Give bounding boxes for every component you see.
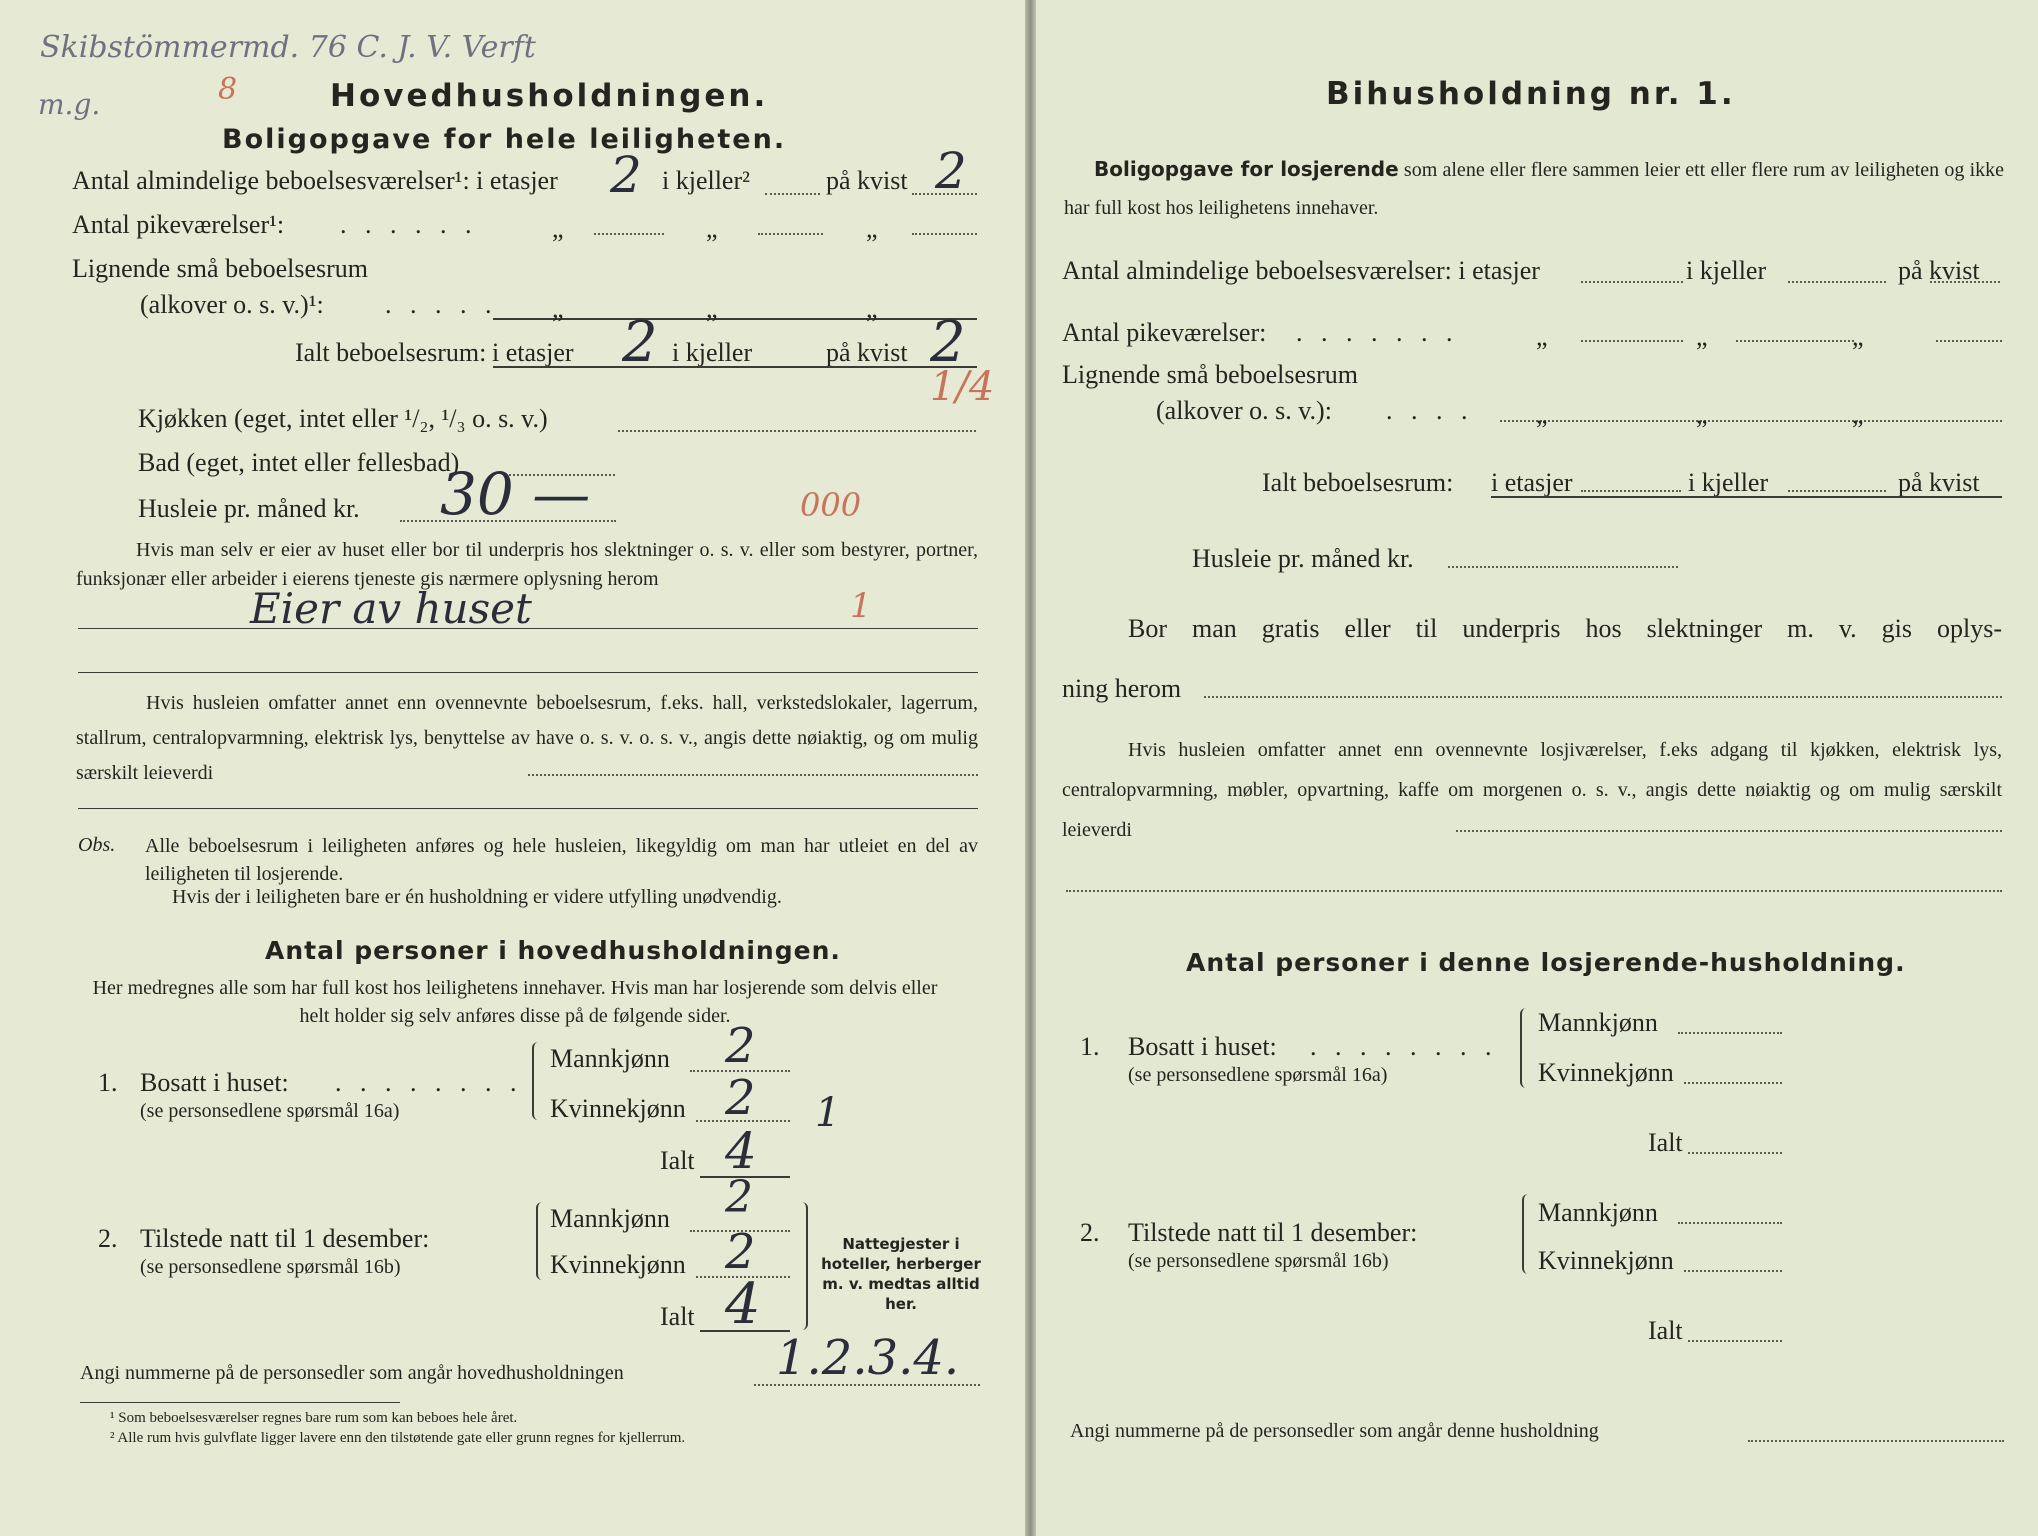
ialt-kjeller-line[interactable] (1788, 490, 1886, 492)
ditto-mark: „ (1536, 400, 1548, 429)
q1-kvinne-line[interactable] (1684, 1082, 1782, 1084)
page-title: Hovedhusholdningen. (330, 78, 769, 114)
q1-ialt-line[interactable] (1688, 1152, 1782, 1154)
pike-kjeller-line[interactable] (594, 233, 664, 235)
pike-kvist-line[interactable] (1936, 340, 2002, 342)
ditto-mark: „ (866, 294, 878, 323)
q2-ialt-label: Ialt (1648, 1316, 1683, 1345)
q2-brace (1522, 1194, 1534, 1274)
leader-dots: . . . . . (385, 290, 498, 319)
handwritten-red-fraction: 1/4 (930, 364, 995, 410)
row-ialt-label: Ialt beboelsesrum: (295, 338, 487, 367)
row-ialt-etasjer: i etasjer (492, 338, 574, 367)
alkover-fill-line[interactable] (1500, 420, 2002, 422)
handwritten-eier-value: Eier av huset (250, 584, 532, 633)
row-alkover-label: (alkover o. s. v.)¹: (140, 290, 324, 319)
ditto-mark: „ (1536, 322, 1548, 351)
row-ialt-etasjer: i etasjer (1491, 468, 1573, 497)
q2-mann-label: Mannkjønn (550, 1204, 670, 1233)
handwritten-husleie-value: 30 — (440, 460, 591, 528)
leader-dots: . . . . . . (340, 210, 478, 239)
q1-mann-line[interactable] (1678, 1032, 1782, 1034)
right-page-bihusholdning (1036, 0, 2038, 1536)
ditto-mark: „ (706, 214, 718, 243)
omfatter-fill-line[interactable] (1456, 830, 2002, 832)
bad-label: Bad (eget, intet eller fellesbad) (138, 448, 460, 477)
husleie-label: Husleie pr. måned kr. (138, 494, 360, 523)
handwritten-red-number: 8 (218, 72, 238, 107)
q2-right-brace (796, 1202, 808, 1330)
gratis-text-2: ning herom (1062, 674, 1182, 703)
q1-kvinne-label: Kvinnekjønn (550, 1094, 686, 1123)
row-ialt-label: Ialt beboelsesrum: (1262, 468, 1454, 497)
pike-extra-line[interactable] (912, 233, 977, 235)
row-pikevaerelser-label: Antal pikeværelser: (1062, 318, 1267, 347)
handwritten-q1-kvinne: 2 (725, 1070, 756, 1126)
q2-sub: (se personsedlene spørsmål 16b) (140, 1256, 401, 1278)
q2-label: Tilstede natt til 1 desember: (1128, 1218, 1418, 1247)
row-ialt-kjeller: i kjeller (1688, 468, 1769, 497)
handwritten-ialt-kvist: 2 (930, 310, 966, 375)
gratis-fill-line[interactable] (1204, 696, 2002, 698)
q1-brace (1520, 1008, 1532, 1088)
ditto-mark: „ (706, 294, 718, 323)
row-almindelige-kvist-label: på kvist (826, 166, 908, 195)
husleie-fill-line[interactable] (1448, 566, 1678, 568)
husleie-label: Husleie pr. måned kr. (1192, 544, 1414, 573)
footnote-separator (80, 1402, 400, 1403)
row-almindelige-kjeller: i kjeller (1686, 256, 1767, 285)
handwritten-q1-mark: 1 (815, 1090, 841, 1136)
handwritten-q2-kvinne: 2 (725, 1224, 756, 1280)
ditto-mark: „ (1852, 322, 1864, 351)
q2-sub: (se personsedlene spørsmål 16b) (1128, 1250, 1389, 1272)
row-lignende-label: Lignende små beboelsesrum (72, 254, 369, 283)
alkover-underline (493, 318, 977, 320)
persons-instructions: Her medregnes alle som har full kost hos leilighetens innehaver. Hvis man har losjerende som delvis eller helt holder sig selv anføres disse på de følgende sider. (92, 977, 938, 1027)
leader-dots: . . . . . . . . (335, 1068, 523, 1097)
kjeller-fill-line[interactable] (765, 193, 820, 195)
q1-ialt-label: Ialt (1648, 1128, 1683, 1157)
kjeller-fill-line[interactable] (1788, 281, 1886, 283)
ditto-mark: „ (866, 214, 878, 243)
q2-ialt-label: Ialt (660, 1302, 695, 1331)
row-almindelige-kvist: på kvist (1898, 256, 1980, 285)
q2-mann-label: Mannkjønn (1538, 1198, 1658, 1227)
ditto-mark: „ (1852, 400, 1864, 429)
ditto-mark: „ (1696, 400, 1708, 429)
q1-sub: (se personsedlene spørsmål 16a) (1128, 1064, 1388, 1086)
q1-label: Bosatt i huset: (140, 1068, 289, 1097)
handwritten-q2-mann: 2 (725, 1172, 753, 1223)
page-title: Bihusholdning nr. 1. (1326, 76, 1736, 112)
page-fold (1025, 0, 1036, 1536)
angi-label: Angi nummerne på de personsedler som angår hovedhusholdningen (80, 1362, 624, 1384)
obs-text-2: Hvis der i leiligheten bare er én husholdning er videre utfylling unødvendig. (172, 886, 782, 908)
handwritten-margin-note-2: m.g. (38, 88, 101, 121)
row-almindelige-label: Antal almindelige beboelsesværelser¹: i etasjer (72, 166, 558, 195)
q2-mann-line[interactable] (1678, 1222, 1782, 1224)
handwritten-red-mark: 000 (800, 486, 862, 524)
leader-dots: . . . . (1386, 396, 1474, 425)
q2-kvinne-line[interactable] (1684, 1270, 1782, 1272)
row-pikevaerelser-label: Antal pikeværelser¹: (72, 210, 285, 239)
page-subtitle: Boligopgave for hele leiligheten. (222, 124, 787, 155)
pike-kjeller-line[interactable] (1736, 340, 1854, 342)
eier-instructions: Hvis man selv er eier av huset eller bor til underpris hos slektninger o. s. v. eller som bestyrer, portner, funksjonær eller arbeider i eierens tjeneste gis nærmere oplysning herom (76, 539, 978, 590)
eier-line-2 (78, 672, 978, 673)
row-ialt-kjeller: i kjeller (672, 338, 753, 367)
row-almindelige-label: Antal almindelige beboelsesværelser: i etasjer (1062, 256, 1540, 285)
q2-kvinne-label: Kvinnekjønn (1538, 1246, 1674, 1275)
q2-label: Tilstede natt til 1 desember: (140, 1224, 430, 1253)
handwritten-ialt-etasjer: 2 (622, 310, 658, 375)
row-lignende-label: Lignende små beboelsesrum (1062, 360, 1359, 389)
omfatter-line-2 (78, 808, 978, 809)
q2-brace (536, 1202, 548, 1280)
gratis-text: Bor man gratis eller til underpris hos slektninger m. v. gis oplys- (1128, 614, 2002, 643)
row-alkover-label: (alkover o. s. v.): (1156, 396, 1332, 425)
handwritten-q2-ialt: 4 (725, 1272, 761, 1337)
ialt-etasjer-line[interactable] (1581, 490, 1681, 492)
pike-etasjer-line[interactable] (1581, 340, 1683, 342)
leader-dots: . . . . . . . . (1310, 1032, 1498, 1061)
omfatter-fill-line-2[interactable] (1066, 890, 2002, 892)
intro-rest: som alene eller flere sammen leier ett eller flere rum av leiligheten og ikke har full kost hos leilighetens innehaver. (1064, 159, 2005, 219)
kjokken-label: Kjøkken (eget, intet eller ¹/₂, ¹/₃ o. s. v.) (138, 404, 548, 433)
etasjer-fill-line[interactable] (1581, 281, 1683, 283)
handwritten-q1-ialt: 4 (725, 1122, 757, 1180)
q2-kvinne-label: Kvinnekjønn (550, 1250, 686, 1279)
angi-fill-line[interactable] (1748, 1440, 2004, 1442)
q1-mann-label: Mannkjønn (1538, 1008, 1658, 1037)
omfatter-fill-line[interactable] (528, 774, 978, 776)
handwritten-margin-note: Skibstömmermd. 76 C. J. V. Verft (40, 30, 536, 65)
persons-title: Antal personer i hovedhusholdningen. (265, 936, 841, 965)
ialt-underline (493, 366, 977, 368)
q2-number: 2. (1080, 1218, 1100, 1247)
leader-dots: . . . . . . . (1296, 318, 1459, 347)
intro-bold: Boligopgave for losjerende (1094, 157, 1399, 181)
row-ialt-kvist: på kvist (1898, 468, 1980, 497)
row-almindelige-kjeller-label: i kjeller² (662, 166, 750, 195)
q2-note: Nattegjester i hoteller, herberger m. v. medtas alltid her. (821, 1235, 981, 1313)
angi-label: Angi nummerne på de personsedler som angår denne husholdning (1070, 1420, 1599, 1442)
q1-ialt-label: Ialt (660, 1146, 695, 1175)
handwritten-kvist-value: 2 (935, 142, 967, 200)
q2-ialt-line[interactable] (1688, 1340, 1782, 1342)
omfatter-instructions: Hvis husleien omfatter annet enn ovennevnte beboelsesrum, f.eks. hall, verkstedslokaler, lagerrum, stallrum, centralopvarmning, elektrisk lys, benyttelse av have o. s. v. o. s. v., angis dette nøiaktig, og om mulig særskilt leieverdi (76, 692, 978, 784)
omfatter-instructions: Hvis husleien omfatter annet enn ovennevnte losjiværelser, f.eks adgang til kjøkken, elektrisk lys, centralopvarmning, møbler, opvartning, kaffe om morgenen o. s. v., angis dette nøiaktig og om mulig særskilt leieverdi (1062, 739, 2002, 841)
intro-paragraph (1064, 150, 2004, 227)
q1-number: 1. (98, 1068, 118, 1097)
ditto-mark: „ (1696, 322, 1708, 351)
handwritten-red-mark: 1 (850, 586, 872, 626)
q2-number: 2. (98, 1224, 118, 1253)
q1-number: 1. (1080, 1032, 1100, 1061)
persons-title: Antal personer i denne losjerende-husholdning. (1186, 948, 1906, 977)
kjokken-fill-line[interactable] (618, 430, 976, 432)
footnote-2: ² Alle rum hvis gulvflate ligger lavere enn den tilstøtende gate eller grunn regnes for kjellerrum. (110, 1430, 686, 1446)
pike-kvist-line[interactable] (758, 233, 823, 235)
handwritten-q1-mann: 2 (725, 1018, 756, 1074)
obs-text: Alle beboelsesrum i leiligheten anføres og hele husleien, likegyldig om man har utleiet en del av leiligheten til losjerende. (145, 835, 978, 885)
obs-label: Obs. (78, 834, 116, 856)
row-ialt-kvist: på kvist (826, 338, 908, 367)
q1-brace (532, 1042, 544, 1120)
ditto-mark: „ (552, 214, 564, 243)
q1-kvinne-label: Kvinnekjønn (1538, 1058, 1674, 1087)
kvist-fill-line[interactable] (1930, 281, 2000, 283)
ialt-underline (1491, 496, 2002, 498)
eier-line-1 (78, 628, 978, 629)
handwritten-angi-value: 1.2.3.4. (776, 1330, 960, 1386)
q1-mann-label: Mannkjønn (550, 1044, 670, 1073)
q1-label: Bosatt i huset: (1128, 1032, 1277, 1061)
ditto-mark: „ (552, 294, 564, 323)
q1-sub: (se personsedlene spørsmål 16a) (140, 1100, 400, 1122)
handwritten-etasjer-value: 2 (610, 146, 642, 204)
footnote-1: ¹ Som beboelsesværelser regnes bare rum som kan beboes hele året. (110, 1410, 518, 1426)
